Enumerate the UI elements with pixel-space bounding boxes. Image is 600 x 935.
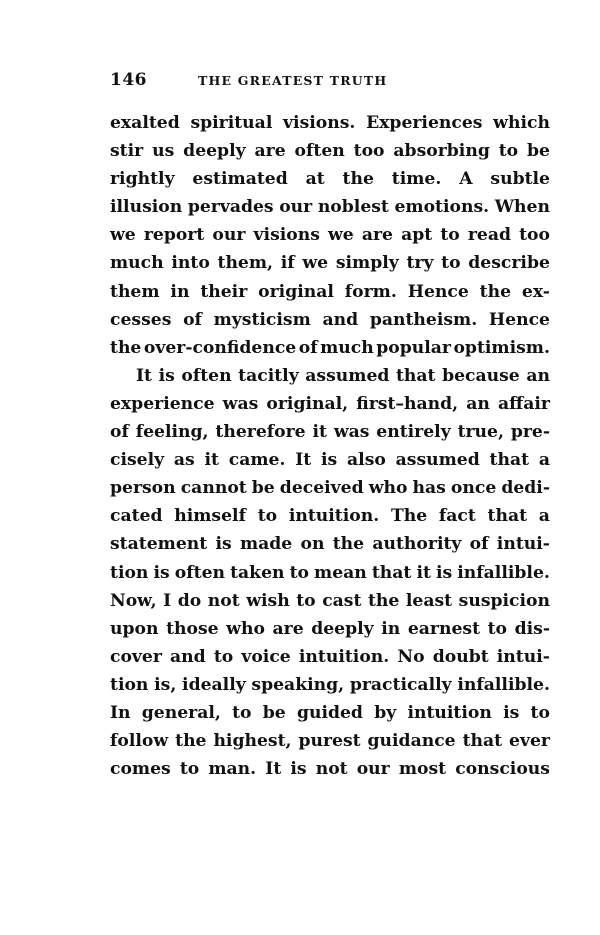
text-line: we report our visions we are apt to read too bbox=[110, 225, 550, 246]
text-line: tion is often taken to mean that it is infallible. bbox=[110, 562, 550, 583]
text-line: follow the highest, purest guidance that ever bbox=[110, 731, 550, 752]
text-line: illusion pervades our noblest emotions. When bbox=[110, 197, 550, 218]
page-number: 146 bbox=[110, 70, 147, 90]
text-line: exalted spiritual visions. Experiences which bbox=[110, 113, 550, 133]
page-header bbox=[110, 70, 550, 94]
text-line: cesses of mysticism and pantheism. Hence bbox=[110, 309, 550, 330]
text-line: comes to man. It is not our most conscious bbox=[110, 759, 550, 780]
text-line: statement is made on the authority of intui- bbox=[110, 534, 550, 555]
text-line: person cannot be deceived who has once dedi- bbox=[110, 478, 550, 499]
text-line: of feeling, therefore it was entirely true, pre- bbox=[110, 422, 550, 443]
text-line: upon those who are deeply in earnest to dis- bbox=[110, 618, 550, 639]
text-line: In general, to be guided by intuition is to bbox=[110, 702, 550, 723]
text-line: Now, I do not wish to cast the least suspicion bbox=[110, 590, 550, 611]
text-line: tion is, ideally speaking, practically infallible. bbox=[110, 674, 550, 695]
text-line: cated himself to intuition. The fact that a bbox=[110, 506, 550, 527]
text-line: cisely as it came. It is also assumed that a bbox=[110, 450, 550, 471]
text-line: the over-confidence of much popular optimism. bbox=[110, 337, 550, 358]
text-line: them in their original form. Hence the ex- bbox=[110, 281, 550, 302]
text-line: stir us deeply are often too absorbing to be bbox=[110, 141, 550, 162]
text-line: rightly estimated at the time. A subtle bbox=[110, 169, 550, 190]
text-line: much into them, if we simply try to describe bbox=[110, 253, 550, 274]
text-line: experience was original, first–hand, an affair bbox=[110, 393, 550, 414]
text-line: cover and to voice intuition. No doubt intui- bbox=[110, 646, 550, 667]
body-text bbox=[110, 109, 550, 783]
running-title: THE GREATEST TRUTH bbox=[198, 73, 388, 88]
text-line: It is often tacitly assumed that because an bbox=[136, 365, 550, 386]
